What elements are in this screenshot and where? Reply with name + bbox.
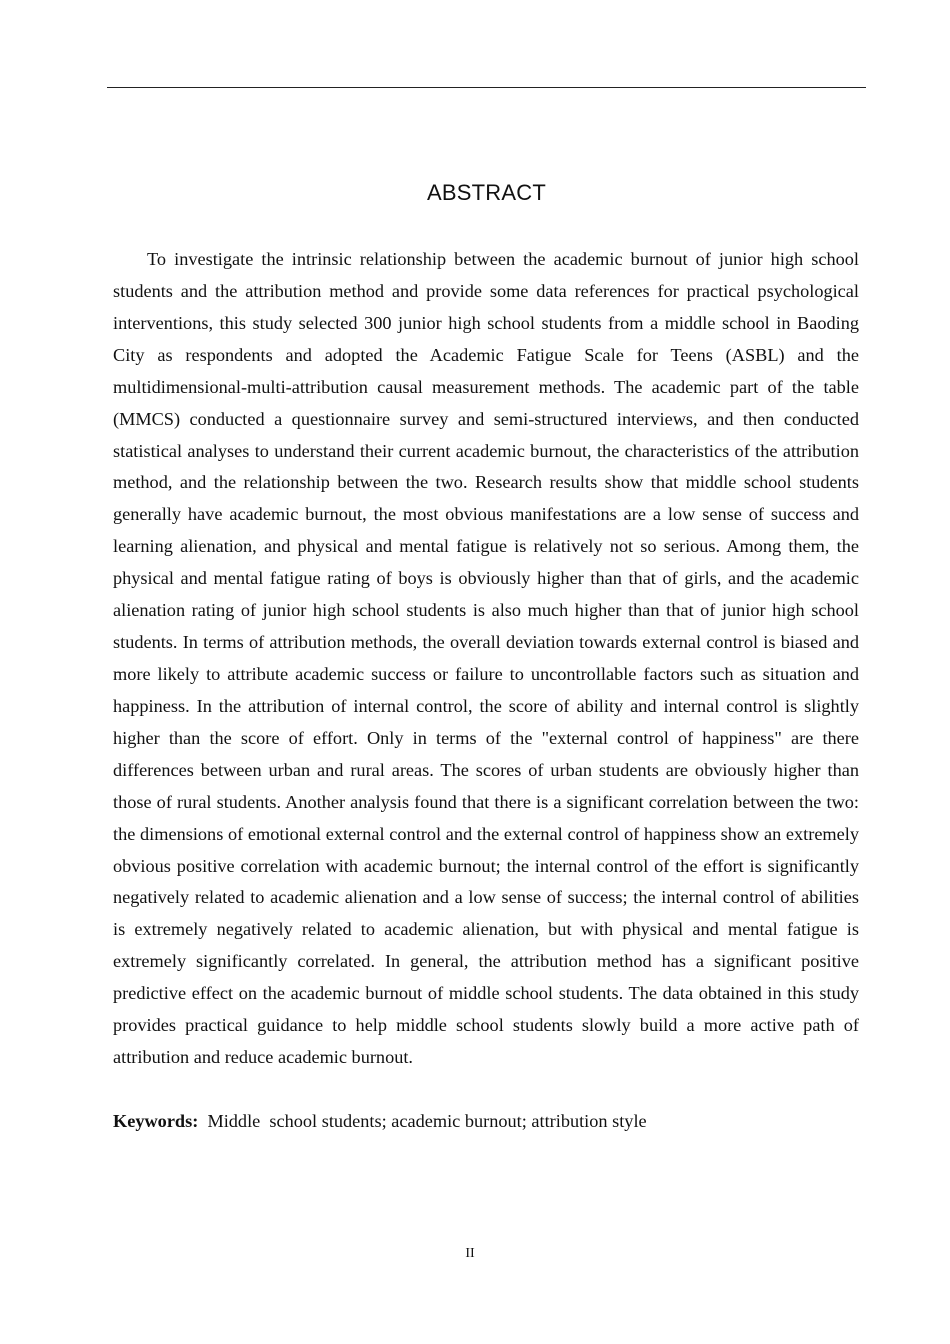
keywords-text: Middle school students; academic burnout; attribution style	[207, 1111, 647, 1131]
page-number: II	[465, 1246, 475, 1261]
abstract-heading: ABSTRACT	[427, 180, 546, 205]
header-rule	[107, 87, 866, 88]
keywords-line	[113, 1106, 859, 1138]
keywords-label: Keywords:	[113, 1111, 199, 1131]
abstract-body: To investigate the intrinsic relationship between the academic burnout of junior high school students and the attribution method and provide some data references for practical psychological interventions, this study selected 300 junior high school students from a middle school in Baoding City as respondents and adopted the Academic Fatigue Scale for Teens (ASBL) and the multidimensional-multi-attribution causal measurement methods. The academic part of the table (MMCS) conducted a questionnaire survey and semi-structured interviews, and then conducted statistical analyses to understand their current academic burnout, the characteristics of the attribution method, and the relationship between the two. Research results show that middle school students generally have academic burnout, the most obvious manifestations are a low sense of success and learning alienation, and physical and mental fatigue is relatively not so serious. Among them, the physical and mental fatigue rating of boys is obviously higher than that of girls, and the academic alienation rating of junior high school students is also much higher than that of junior high school students. In terms of attribution methods, the overall deviation towards external control is biased and more likely to attribute academic success or failure to uncontrollable factors such as situation and happiness. In the attribution of internal control, the score of ability and internal control is slightly higher than the score of effort. Only in terms of the "external control of happiness" are there differences between urban and rural areas. The scores of urban students are obviously higher than those of rural students. Another analysis found that there is a significant correlation between the two: the dimensions of emotional external control and the external control of happiness show an extremely obvious positive correlation with academic burnout; the internal control of the effort is significantly negatively related to academic alienation and a low sense of success; the internal control of abilities is extremely negatively related to academic alienation, but with physical and mental fatigue is extremely significantly correlated. In general, the attribution method has a significant positive predictive effect on the academic burnout of middle school students. The data obtained in this study provides practical guidance to help middle school students slowly build a more active path of attribution and reduce academic burnout.	[113, 249, 859, 1068]
